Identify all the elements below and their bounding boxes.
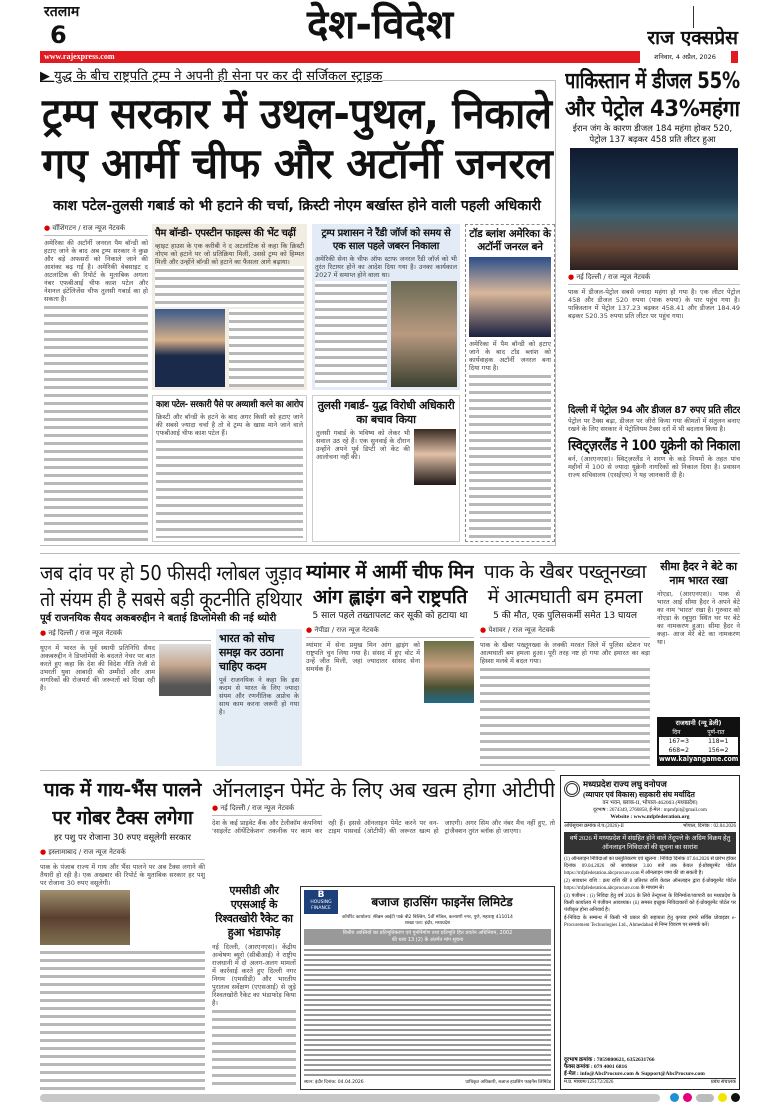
- body-text-continued: [40, 948, 205, 1090]
- divider: [40, 553, 740, 554]
- mfp-header: [564, 779, 736, 800]
- box-title: ट्रम्प प्रशासन ने रैंडी जॉर्ज को समय से एक साल पहले जबरन निकाला: [321, 228, 451, 252]
- mcd-body: नई दिल्ली, (आरएनएस)। केंद्रीय अन्वेषण ब्यूरो (सीबीआई) ने राष्ट्रीय राजधानी में दो अलग-अलग मामलों में कार्रवाई करते हुए दिल्ली नगर निगम (एमसीडी) और भारतीय पुरातत्व सर्वेक्षण (एएसआई) से जुड़े रिश्वतखोरी रैकेट का भंडाफोड़ किया है।: [212, 943, 296, 1007]
- box-tulsi-gabbard: [312, 395, 460, 542]
- play-arrow-icon: ▶: [40, 69, 55, 84]
- box-body-continued: [469, 372, 551, 538]
- bajaj-title: बजाज हाउसिंग फाइनेंस लिमिटेड: [371, 895, 513, 909]
- dateline: ● नई दिल्ली / राज न्यूज नेटवर्क: [568, 273, 740, 285]
- box-body: अमेरिका में पैम बॉन्डी को हटाए जाने के बाद टॉड ब्लांश को कार्यवाहक अटॉर्नी जनरल बना दिया गया है।: [469, 340, 551, 372]
- b-icon: B: [317, 890, 325, 900]
- myanmar-subhead: 5 साल पहले तख्तापलट कर सूकी को हटाया था: [312, 611, 468, 621]
- sidebar-title: भारत को सोच समझ कर उठाना चाहिए कदम: [219, 632, 284, 673]
- akbaruddin-sidebar: [216, 629, 302, 766]
- box-title: काश पटेल- सरकारी पैसे पर अय्याशी करने का आरोप: [156, 400, 304, 410]
- gobar-story: [40, 776, 205, 1090]
- dateline: ● पेशावर / राज न्यूज नेटवर्क: [480, 626, 650, 638]
- cell: 167=3: [668, 738, 689, 745]
- dateline: ● इस्लामाबाद / राज न्यूज नेटवर्क: [40, 848, 205, 860]
- box-title: तुलसी गबार्ड- युद्ध विरोधी अधिकारी का बचाव किया: [317, 399, 455, 426]
- pakistan-story: [565, 68, 740, 402]
- box-body-continued: [315, 281, 387, 387]
- notice-body: [304, 947, 551, 1078]
- sidebar-body: पूर्व राजनयिक ने कहा कि इस कदम से भारत के लिए ज्यादा संयम और रणनीतिक अप्रोच के साथ काम करना जरूरी हो गया है।: [219, 676, 299, 716]
- bajaj-header: [304, 890, 551, 914]
- cell: 668=2: [668, 747, 689, 754]
- photo-row: [155, 309, 304, 387]
- divider: [40, 770, 555, 771]
- myanmar-headline-2: आंग ह्लाइंग बने राष्ट्रपति: [312, 586, 468, 608]
- box-pam-bondi: [152, 224, 307, 390]
- box-todd-blanche: [465, 224, 555, 542]
- akbaruddin-subhead: पूर्व राजनयिक सैयद अकबरुद्दीन ने बताई डिप्लोमेसी की नई थ्योरी: [40, 613, 277, 624]
- kalyan-title: राजधानी (न्यू डेली): [675, 719, 722, 727]
- caption-lines: [229, 309, 304, 387]
- seema-body: नोएडा, (आरएनएस)। पाक से भारत आई सीमा हैदर ने अपने बेटे का नाम 'भारत' रखा है। गुरुवार को नोएडा के रबूपुरा स्थित घर पर बेटे का नामकरण हुआ। सीमा हैदर ने कहा- आज मेरे बेटे का नामकरण था।: [657, 590, 740, 646]
- header-red-block: [731, 51, 738, 63]
- mfp-items: [564, 856, 736, 1057]
- tulsi-gabbard-photo: [414, 429, 456, 485]
- yellow-mark: [718, 1093, 727, 1102]
- dateline: ● नेपीडा / राज न्यूज नेटवर्क: [306, 626, 474, 638]
- lead-body: [44, 224, 148, 542]
- box-body: तुलसी गबार्ड के भविष्य को लेकर भी सवाल उठ रहे हैं। एक सुनवाई के दौरान उन्होंने अपने पूर्व डिप्टी जो केंट की आलोचना नहीं की।: [316, 429, 410, 461]
- body-text: यूएन में भारत के पूर्व स्थायी प्रतिनिधि सैयद अकबरुद्दीन ने डिप्लोमेसी के बदलते नेचर पर बात करते हुए कहा कि देश की विदेश नीति तेजी से उभरती युवा आबादी की उम्मीदों और आम नागरिकों की रोजमर्रा की जरूरतों को दिखा रही है।: [40, 644, 155, 692]
- issue-date: शनिवार, 4 अप्रैल, 2026: [654, 53, 716, 61]
- magenta-mark: [683, 1093, 692, 1102]
- gobar-subhead: हर पशु पर रोजाना 30 रुपए वसूलेगी सरकार: [53, 833, 191, 843]
- kalyan-website[interactable]: www.kalyangame.com: [659, 755, 739, 763]
- body-text: म्यांमार में सेना प्रमुख मिन आंग ह्लाइंग को राष्ट्रपति चुन लिया गया है। संसद में हुए वोट में उन्हें जीत मिली, जहां ज्यादातर सांसद सेना समर्थक हैं।: [306, 641, 420, 673]
- box-body: व्हाइट हाउस के एक करीबी ने द अटलांटिक से कहा कि क्रिस्टी नोएम को हटाने पर जो प्रतिक्रिया मिली, उससे ट्रम्प को हिम्मत मिली और उन्होंने बॉन्डी को हटाने का फैसला आगे बढ़ाया।: [155, 242, 304, 266]
- body-text-continued: [44, 303, 148, 542]
- body-text: पाक के पंजाब राज्य में गाय और भैंस पालने पर अब टैक्स लगाने की तैयारी हो रही है। एक अखबार की रिपोर्ट के मुताबिक सरकार हर पशु पर रोजाना 30 रुपए वसूलेगी।: [40, 863, 205, 887]
- notice-subtitle: की धारा 13 (2) के अंतर्गत मांग सूचना: [391, 937, 464, 943]
- todd-blanche-photo: [469, 257, 551, 337]
- brand-logo: राज एक्सप्रेस: [647, 27, 738, 49]
- kalyan-row: [659, 737, 738, 746]
- akbaruddin-headline-2: तो संयम ही है सबसे बड़ी कूटनीति हथियार: [40, 587, 302, 611]
- pakistan-subhead: ईरान जंग के कारण डीजल 184 महंगा होकर 520, पेट्रोल 137 बढ़कर 458 प्रति लीटर हुआ: [572, 124, 733, 145]
- mfp-org-1: मध्यप्रदेश राज्य लघु वनोपज: [583, 779, 667, 789]
- delhi-fuel-headline: दिल्ली में पेट्रोल 94 और डीजल 87 रुपए प्रति लीटर: [568, 405, 740, 416]
- khyber-story: [480, 560, 650, 766]
- bajaj-ad: [300, 886, 555, 1090]
- bajaj-footer: [304, 1080, 551, 1086]
- body-text: अमेरिका की अटॉर्नी जनरल पैम बॉन्डी को हटाए जाने के बाद अब ट्रम्प सरकार ने कुछ और बड़े अफसरों को निकाले जाने की आशंका बढ़ गई है। अमेरिकी वेबसाइट द अटलांटिक की रिपोर्ट के मुताबिक अगला नंबर एफबीआई चीफ काश पटेल और नेशनल इंटेलिजेंस चीफ तुलसी गबार्ड का हो सकता है।: [44, 239, 148, 303]
- body-text-continued: [480, 665, 650, 766]
- box-kash-patel: [152, 395, 307, 542]
- bajaj-logo: [304, 890, 338, 914]
- mfp-notice-row: [564, 822, 736, 830]
- mfp-email: ई-मेल : info@AbcProcure.com & Support@AbcProcure.com: [564, 1071, 705, 1077]
- delhi-fuel-body: पेट्रोल पर टैक्स बढ़ा, डीजल पर जीरो किया गया कीमतों में संतुलन बनाए रखने के लिए सरकार ने पेट्रोलियम टैक्स दरों में भी बदलाव किया है।: [568, 417, 740, 433]
- akbaruddin-body: [40, 629, 211, 766]
- mfp-contact-phone: दूरभाष क्रमांक : 7859800621, 6352631766: [564, 1057, 655, 1063]
- lead-headline-1: ट्रम्प सरकार में उथल-पुथल, निकाले: [42, 89, 552, 138]
- box-title: पैम बॉन्डी- एपस्टीन फाइल्स की भेंट चढ़ीं: [155, 228, 296, 239]
- cow-photo: [40, 890, 130, 945]
- body-text: देश के कई प्राइवेट बैंक और टेलीकॉम कंपनियां 'साइलेंट ऑथेंटिकेशन' तकनीक पर काम कर रही हैं। इससे ऑनलाइन पेमेंट करने पर वन-टाइम पासवर्ड (ओटीपी) की जरूरत खत्म हो जाएगी। अगर सिम और नंबर मैच नहीं हुए, तो ट्रांजैक्शन तुरंत ब्लॉक हो जाएगा।: [212, 819, 555, 835]
- gobar-headline-2: पर गोबर टैक्स लगेगा: [52, 807, 193, 829]
- mfp-item: ई-निविदा के सम्बन्ध में किसी भी प्रकार की सहायता हेतु कृपया हमारे सर्विस प्रोवाइडर e-Procurement Technologies Ltd., Ahmedabad से निम्न विवरण पर सम्पर्क करें।: [564, 916, 736, 928]
- body-text: पाक में डीजल-पेट्रोल सबसे ज्यादा महंगा हो गया है। एक लीटर पेट्रोल 458 और डीजल 520 रुपया (पाक रुपया) के पार पहुंच गया है। पाकिस्तान में पेट्रोल 137.23 बढ़कर 458.41 और डीजल 184.49 बढ़कर 520.35 रुपया प्रति लीटर पर पहुंच गया।: [568, 288, 740, 320]
- divider: [693, 6, 694, 28]
- gray-mark: [696, 1094, 714, 1102]
- box-body: क्रिस्टी और बॉन्डी के हटने के बाद अगर किसी को हटाए जाने की सबसे ज्यादा चर्चा है तो वे ट्रम्प के खास माने जाने वाले एफबीआई चीफ काश पटेल हैं।: [156, 413, 303, 437]
- authorized-officer: प्राधिकृत अधिकारी, बजाज हाउसिंग फाइनेंस लिमिटेड: [465, 1080, 551, 1085]
- gobar-headline-1: पाक में गाय-भैंस पालने: [43, 779, 202, 801]
- notice-number: अधिसूचना क्रमांक ते.प.(2026)-II: [564, 824, 624, 829]
- akbaruddin-content: [40, 629, 302, 766]
- logo-text: HOUSING FINANCE: [310, 900, 332, 911]
- bajaj-address: कॉर्पोरेट कार्यालय: सेरेब्रम आईटी पार्क बी2 बिल्डिंग, 5वीं मंजिल, कल्याणी नगर, पुणे, महाराष्ट्र 411014: [342, 915, 513, 920]
- myanmar-story: [306, 560, 474, 766]
- col-night: पूर्ण-रात: [707, 729, 725, 736]
- website-link[interactable]: www.rajexpress.com: [44, 52, 115, 61]
- otp-story: [212, 776, 555, 880]
- mcd-headline: एमसीडी और एएसआई के रिश्वतखोरी रैकेट का हुआ भंडाफोड़: [215, 884, 293, 939]
- photo-row: [315, 281, 457, 387]
- box-body: अमेरिकी सेना के चीफ ऑफ स्टाफ जनरल रैंडी जॉर्ज को भी तुरंत रिटायर होने का आदेश दिया गया है। उनका कार्यकाल 2027 में समाप्त होने वाला था।: [315, 255, 457, 279]
- mfp-org-2: (व्यापार एवं विकास) सहकारी संघ मर्यादित: [583, 790, 695, 799]
- swiss-body: बर्न, (आरएनएस)। स्विट्ज़रलैंड ने शरण के कड़े नियमों के तहत पांच महीनों में 100 से ज्यादा यूक्रेनी नागरिकों को निकाल दिया है। प्रवासन राज्य सचिवालय (एसईएम) ने यह जानकारी दी है।: [568, 455, 740, 479]
- mfp-phone: दूरभाष : 2674349, 2760858, ई-मेल : mpmfpit@gmail.com: [593, 808, 707, 813]
- mfp-website[interactable]: Website : www.mfpfederation.org: [610, 814, 690, 820]
- kalyan-row: [659, 746, 738, 755]
- trump-photo: [155, 309, 225, 387]
- otp-headline: ऑनलाइन पेमेंट के लिए अब खत्म होगा ओटीपी: [212, 778, 555, 802]
- akbaruddin-story: [40, 560, 302, 766]
- pakistan-headline-2: और पेट्रोल 43%महंगा: [565, 97, 740, 122]
- header-red-bar: [40, 51, 640, 63]
- fuel-swiss-stories: [568, 404, 740, 546]
- kalyan-result-box: [657, 717, 740, 766]
- mfp-item: (1) ऑनलाइन निविदाओं का प्रस्तुतिकरण एवं खुलना : निविदा दिनांक 07.04.2026 से प्रारंभ होकर दिनांक 09.04.2026 को सायंकाल 3.00 बजे तक केवल ई-प्रोक्यूरमेंट पोर्टल https://mfpfederation.abcprocure.com में ऑनलाइन जमा की जा सकती है।: [564, 857, 736, 876]
- lead-headline-2: गए आर्मी चीफ और अटॉर्नी जनरल: [42, 139, 553, 188]
- mfp-ad: [560, 775, 740, 1090]
- print-registration-bar: [40, 1094, 660, 1102]
- akbaruddin-photo: [159, 644, 211, 696]
- mfp-banner: वर्ष 2026 में मध्यप्रदेश में संग्रहित होने वाले तेंदूपत्ते के अग्रिम विक्रय हेतु ऑनलाइन निविदाओं की सूचना का सारांश: [564, 832, 736, 854]
- seema-story: [657, 560, 740, 766]
- box-body-continued: [155, 266, 304, 307]
- dateline: ● नई दिल्ली / राज न्यूज नेटवर्क: [40, 629, 211, 641]
- notice-header: [304, 929, 551, 945]
- dateline: ● नई दिल्ली / राज न्यूज नेटवर्क: [212, 804, 322, 816]
- box-randy-george: [312, 224, 460, 390]
- randy-george-photo: [391, 281, 457, 387]
- mfp-footer: [564, 1078, 736, 1086]
- khyber-subhead: 5 की मौत, एक पुलिसकर्मी समेत 13 घायल: [493, 611, 637, 621]
- petrol-pump-photo: [570, 148, 738, 270]
- ref-number: म.प्र. माध्यम/125172/2026: [564, 1080, 614, 1085]
- box-content: [316, 429, 456, 538]
- khyber-headline-1: पाक के खैबर पख्तूनख्वा: [483, 561, 647, 583]
- gobar-continued: [40, 890, 205, 1090]
- bajaj-branch: शाखा पता: इंदौर, मध्यप्रदेश: [404, 921, 451, 926]
- min-aung-hlaing-photo: [424, 641, 474, 703]
- notice-title: वित्तीय आस्तियों का प्रतिभूतिकरण एवं पुनर्निर्माण तथा प्रतिभूति हित प्रवर्तन अधिनियम, 2002: [342, 930, 513, 936]
- khyber-headline-2: में आत्मघाती बम हमला: [487, 586, 643, 608]
- notice-date: भोपाल, दिनांक : 02.04.2026: [682, 824, 736, 829]
- section-title: देश-विदेश: [306, 2, 454, 48]
- mfp-fax: फैक्स क्रमांक : 079 4001 6816: [564, 1064, 628, 1070]
- mfp-item: (2) सावधान राशि : क्रय राशि की 8 प्रतिशत राशि केवल ऑनलाइन द्वारा ई-प्रोक्यूरमेंट पोर्टल https://mfpfederation.abcprocure.com के माध्यम से।: [564, 879, 736, 891]
- body-text-continued: [212, 1007, 296, 1090]
- body-text: पाक के खैबर पख्तूनख्वा के लक्की मरवत जिले में पुलिस स्टेशन पर आत्मघाती बम हमला हुआ। पूरी तरह नष्ट हो गया और इमारत का बड़ा हिस्सा मलबे में बदल गया।: [480, 641, 650, 665]
- col-day: दिन: [672, 729, 681, 736]
- page-city: रतलाम: [44, 4, 80, 20]
- mcd-story: [212, 884, 296, 1090]
- myanmar-headline-1: म्यांमार में आर्मी चीफ मिन: [306, 561, 474, 583]
- lead-subhead: काश पटेल-तुलसी गबार्ड को भी हटाने की चर्चा, क्रिस्टी नोएम बर्खास्त होने वाली पहली अधिकारी: [53, 198, 541, 214]
- cyan-mark: [670, 1093, 679, 1102]
- dateline: ● वॉशिंगटन / राज न्यूज नेटवर्क: [44, 224, 148, 236]
- kalyan-header: [659, 728, 738, 737]
- myanmar-body: [306, 626, 474, 766]
- swiss-headline: स्विट्ज़रलैंड ने 100 यूक्रेनी को निकाला: [568, 438, 740, 454]
- mfp-item: (3) पंजीयन : (i) निविदा हेतु वर्ष 2026 के लिये तेन्दूपत्ता के विनिर्माता/व्यापारी का मध्यप्रदेश के किसी कार्यालय में पंजीयन आवश्यक। (ii) समस्त इच्छुक निविदाकारों को ई-प्रोक्यूरमेंट पोर्टल पर पंजीकृत होना अनिवार्य है।: [564, 894, 736, 913]
- cell: 156=2: [708, 747, 729, 754]
- kicker-text: युद्ध के बीच राष्ट्रपति ट्रम्प ने अपनी ही सेना पर कर दी सर्जिकल स्ट्राइक: [54, 69, 383, 84]
- box-body-continued: [156, 437, 303, 538]
- page-number: 6: [50, 21, 67, 49]
- mfp-address: वन भवन, ब्लाक-II, भोपाल-462003 (मध्यप्रदेश): [602, 800, 698, 806]
- seema-headline: सीमा हैदर ने बेटे का नाम भारत रखा: [660, 560, 737, 587]
- mfp-logo-icon: [564, 781, 580, 797]
- black-mark: [731, 1093, 740, 1102]
- signatory: प्रबंध संचालक: [710, 1080, 736, 1085]
- box-title: टॉड ब्लांश अमेरिका के अटॉर्नी जनरल बने: [469, 228, 551, 253]
- cell: 118=1: [708, 738, 729, 745]
- akbaruddin-headline-1: जब दांव पर हो 50 फीसदी ग्लोबल जुड़ाव: [40, 561, 302, 585]
- place-date: स्थान: इंदौर दिनांक: 04.04.2026: [304, 1080, 364, 1085]
- lead-kicker: [40, 68, 510, 85]
- pakistan-headline-1: पाकिस्तान में डीजल 55%: [565, 69, 740, 94]
